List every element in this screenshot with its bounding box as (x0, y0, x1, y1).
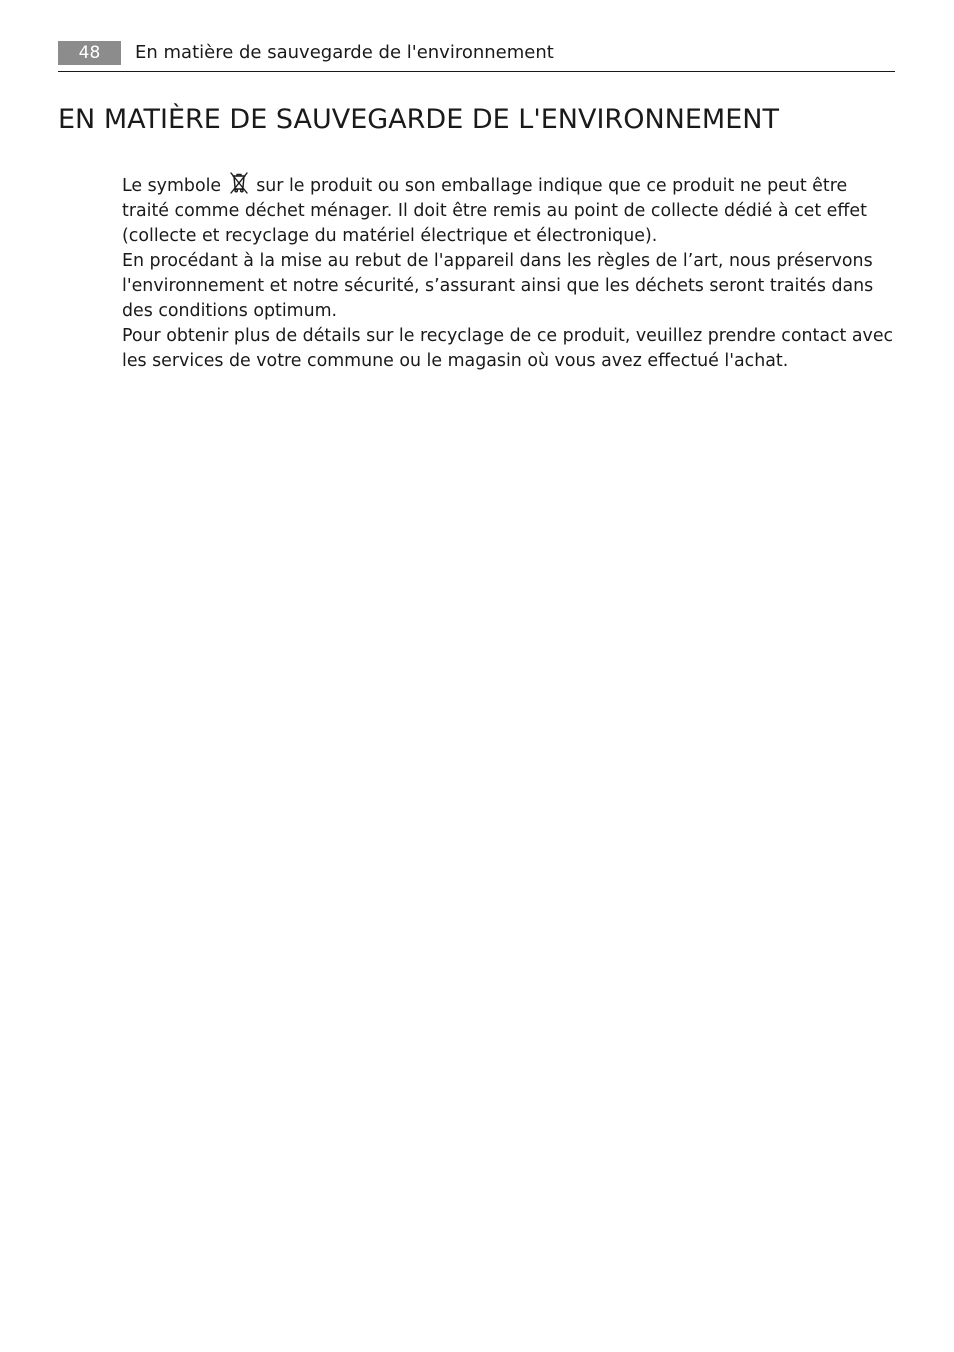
header-title: En matière de sauvegarde de l'environnement (135, 42, 554, 63)
paragraph-weee-symbol (122, 171, 894, 249)
paragraph-text-after-icon: sur le produit ou son emballage indique que ce produit ne peut être traité comme déchet ménager. Il doit être remis au point de collecte dédié à cet effet (collecte et recyclage du matériel électrique et électronique). (122, 176, 867, 246)
paragraph-disposal: En procédant à la mise au rebut de l'appareil dans les règles de l’art, nous préservons l'environnement et notre sécurité, s’assurant ainsi que les déchets seront traités dans des conditions optimum. (122, 251, 874, 321)
paragraph-text-before-icon: Le symbole (122, 176, 222, 196)
paragraph-recycling-info: Pour obtenir plus de détails sur le recyclage de ce produit, veuillez prendre contact avec les services de votre commune ou le magasin où vous avez effectué l'achat. (122, 326, 894, 371)
body-text (122, 171, 894, 374)
section-title: EN MATIÈRE DE SAUVEGARDE DE L'ENVIRONNEMENT (58, 104, 779, 135)
page-header (58, 40, 895, 72)
page-number: 48 (58, 41, 121, 65)
crossed-out-wheelie-bin-icon (229, 171, 249, 195)
